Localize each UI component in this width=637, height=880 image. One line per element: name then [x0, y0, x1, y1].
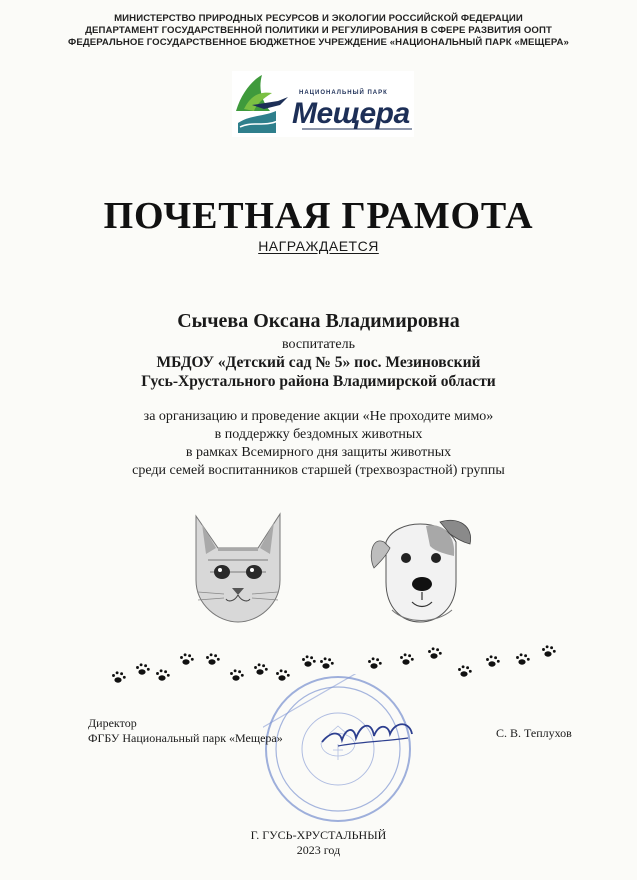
puppy-icon	[366, 512, 474, 624]
signature-icon	[318, 712, 418, 752]
recipient-role: воспитатель	[282, 337, 355, 352]
signatory-title-line2: ФГБУ Национальный парк «Мещера»	[88, 731, 283, 745]
footer-year: 2023 год	[296, 843, 341, 857]
recipient-org-line1: МБДОУ «Детский сад № 5» пос. Мезиновский	[156, 354, 481, 371]
footer-city: Г. ГУСЬ-ХРУСТАЛЬНЫЙ	[250, 828, 387, 842]
recipient-name: Сычева Оксана Владимировна	[177, 310, 460, 332]
signatory-title	[88, 716, 283, 746]
reason-line: за организацию и проведение акции «Не проходите мимо»	[143, 409, 494, 424]
certificate-subtitle: НАГРАЖДАЕТСЯ	[258, 238, 379, 254]
signatory-title-line1: Директор	[88, 716, 137, 730]
kitten-icon	[188, 510, 288, 625]
certificate-title: ПОЧЕТНАЯ ГРАМОТА	[103, 195, 534, 237]
signatory-name: С. В. Теплухов	[496, 726, 572, 740]
recipient-org-line2: Гусь-Хрустального района Владимирской области	[141, 373, 496, 390]
logo-big-text: Мещера	[292, 97, 410, 130]
reason-line: среди семей воспитанников старшей (трехвозрастной) группы	[132, 463, 505, 478]
logo-small-text: НАЦИОНАЛЬНЫЙ ПАРК	[299, 90, 388, 96]
header-institution: ФЕДЕРАЛЬНОЕ ГОСУДАРСТВЕННОЕ БЮДЖЕТНОЕ УЧРЕЖДЕНИЕ «НАЦИОНАЛЬНЫЙ ПАРК «МЕЩЕРА»	[68, 37, 569, 48]
header-ministry: МИНИСТЕРСТВО ПРИРОДНЫХ РЕСУРСОВ И ЭКОЛОГИИ РОССИЙСКОЙ ФЕДЕРАЦИИ	[114, 13, 523, 24]
header-department: ДЕПАРТАМЕНТ ГОСУДАРСТВЕННОЙ ПОЛИТИКИ И РЕГУЛИРОВАНИЯ В СФЕРЕ РАЗВИТИЯ ООПТ	[85, 25, 552, 36]
reason-line: в поддержку бездомных животных	[214, 427, 423, 442]
reason-line: в рамках Всемирного дня защиты животных	[185, 445, 452, 460]
